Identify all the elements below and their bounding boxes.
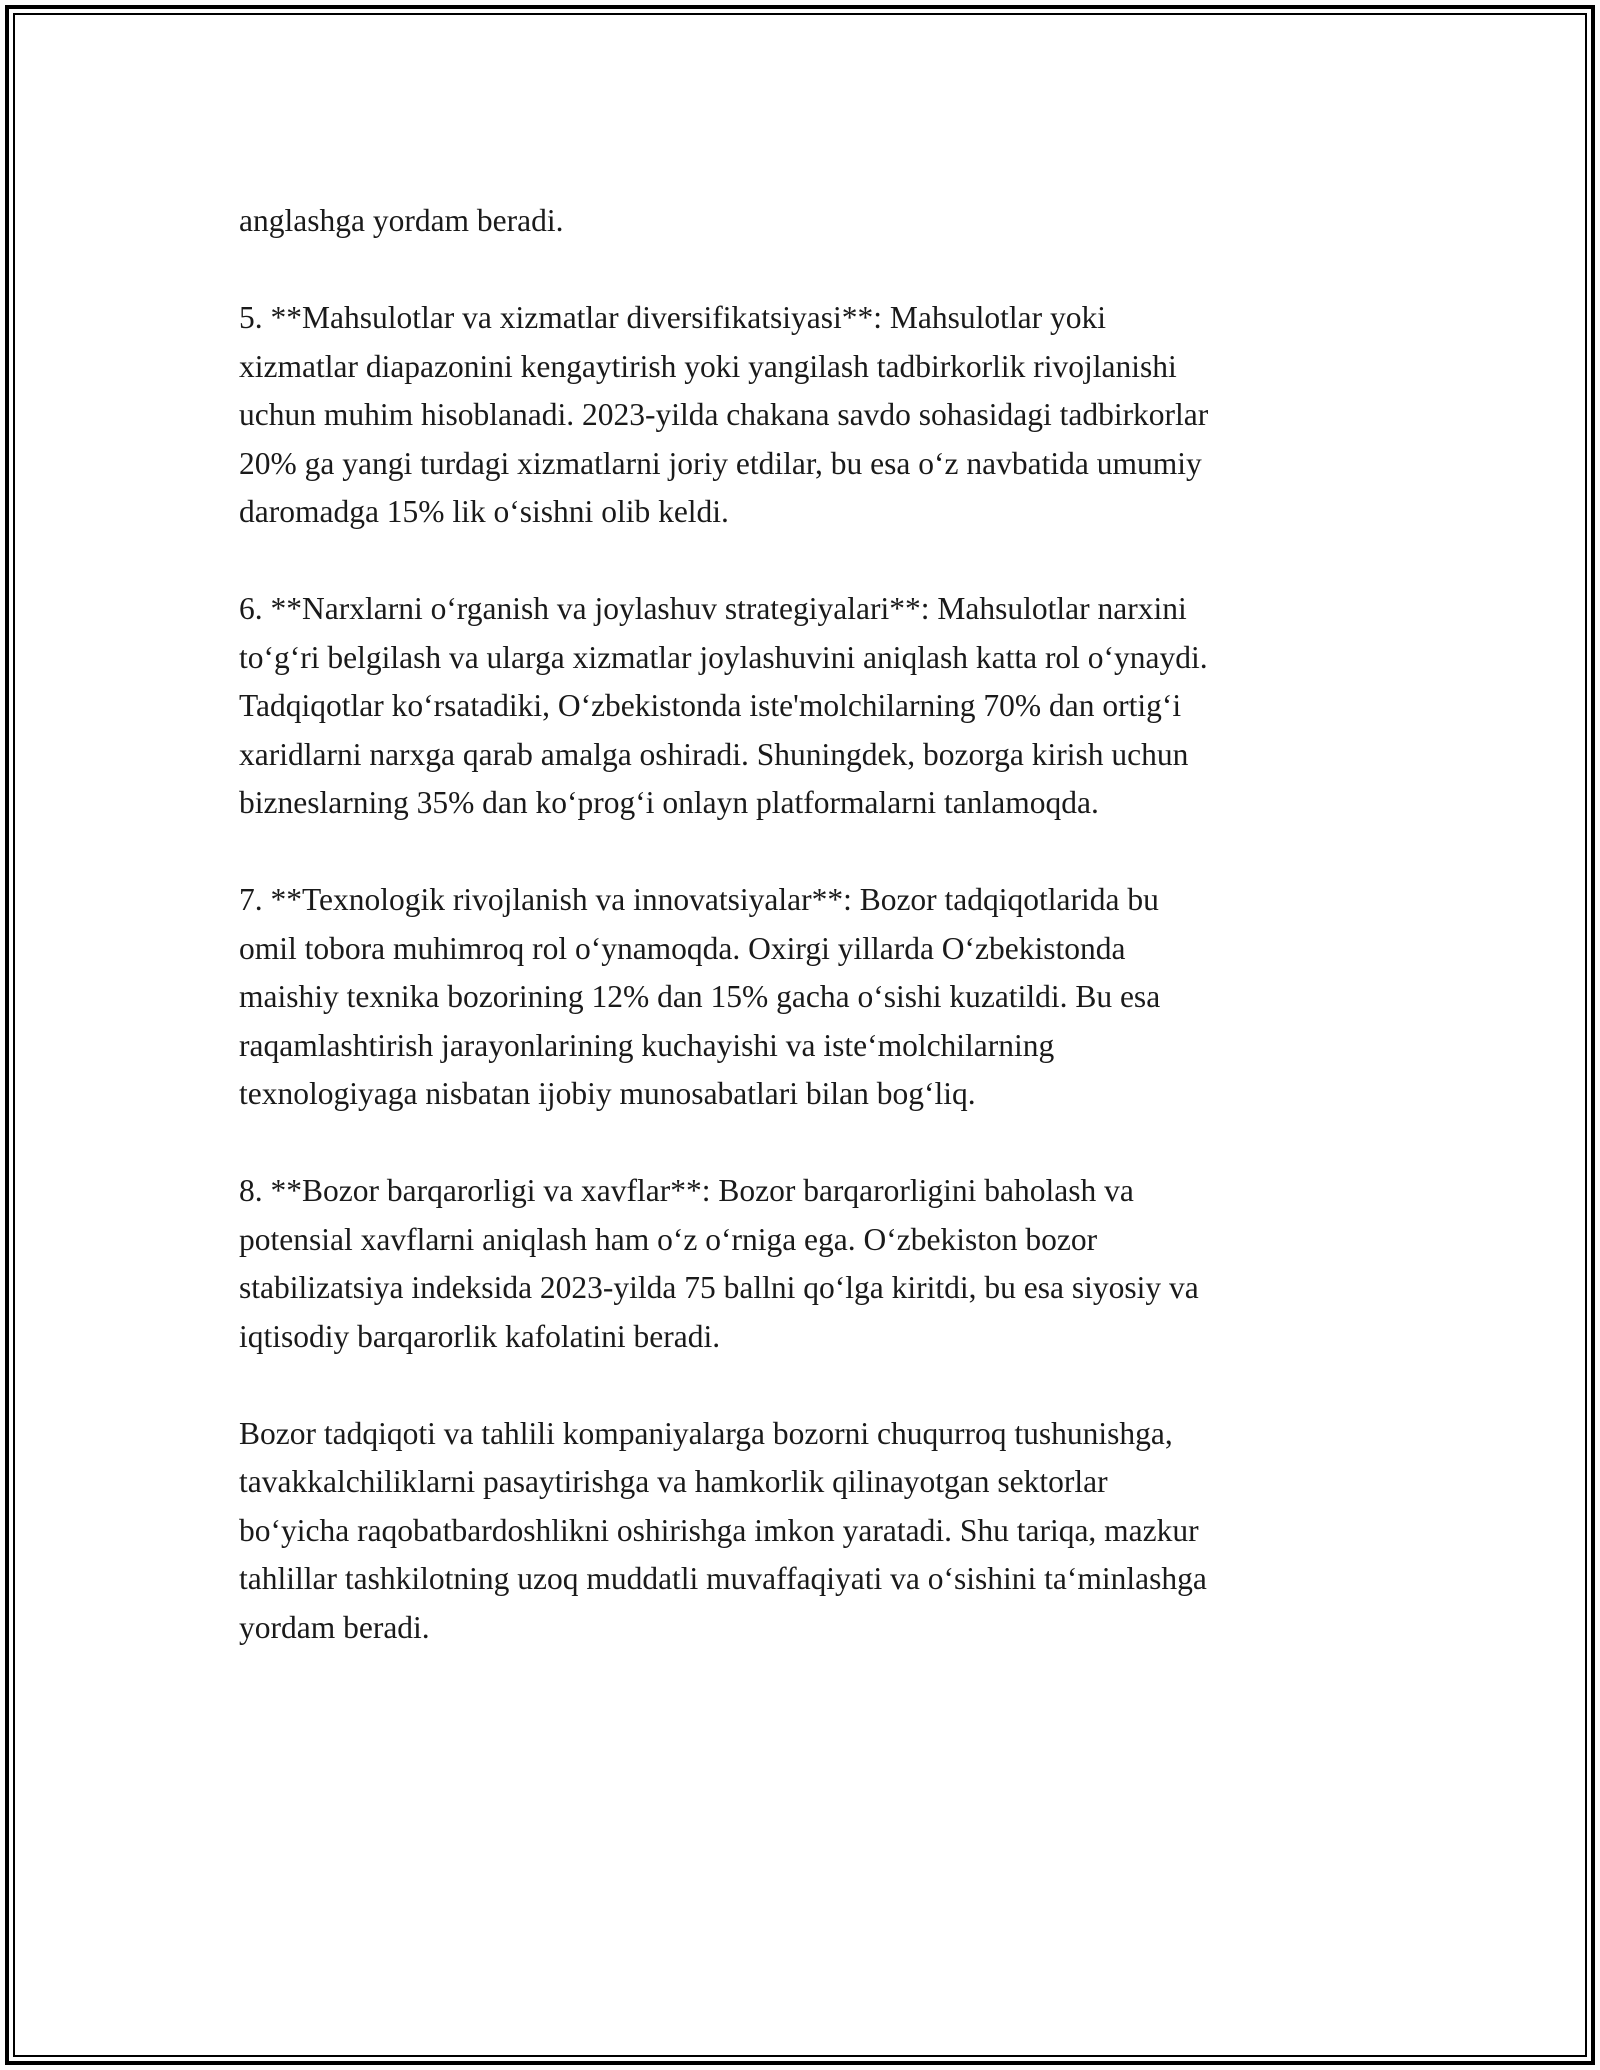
paragraph-item-8: 8. **Bozor barqarorligi va xavflar**: Bozor barqarorligini baholash va potensial xavflarni aniqlash ham o‘z o‘rniga ega. O‘zbekiston bozor stabilizatsiya indeksida 2023-yilda 75 ballni qo‘lga kiritdi, bu esa siyosiy va iqtisodiy barqarorlik kafolatini beradi. — [239, 1173, 1199, 1354]
paragraph-item-5: 5. **Mahsulotlar va xizmatlar diversifikatsiyasi**: Mahsulotlar yoki xizmatlar diapazonini kengaytirish yoki yangilash tadbirkorlik rivojlanishi uchun muhim hisoblanadi. 2023-yilda chakana savdo sohasidagi tadbirkorlar 20% ga yangi turdagi xizmatlarni joriy etdilar, bu esa o‘z navbatida umumiy daromadga 15% lik o‘sishni olib keldi. — [239, 300, 1209, 529]
paragraph-conclusion: Bozor tadqiqoti va tahlili kompaniyalarga bozorni chuqurroq tushunishga, tavakkalchiliklarni pasaytirishga va hamkorlik qilinayotgan sektorlar bo‘yicha raqobatbardoshlikni oshirishga imkon yaratadi. Shu tariqa, mazkur tahlillar tashkilotning uzoq muddatli muvaffaqiyati va o‘sishini ta‘minlashga yordam beradi. — [239, 1415, 1207, 1645]
paragraph-item-7: 7. **Texnologik rivojlanish va innovatsiyalar**: Bozor tadqiqotlarida bu omil tobora muhimroq rol o‘ynamoqda. Oxirgi yillarda O‘zbekistonda maishiy texnika bozorining 12% dan 15% gacha o‘sishi kuzatildi. Bu esa raqamlashtirish jarayonlarining kuchayishi va iste‘molchilarning texnologiyaga nisbatan ijobiy munosabatlari bilan bog‘liq. — [239, 882, 1161, 1111]
paragraph-item-6: 6. **Narxlarni o‘rganish va joylashuv strategiyalari**: Mahsulotlar narxini to‘g‘ri belgilash va ularga xizmatlar joylashuvini aniqlash katta rol o‘ynaydi. Tadqiqotlar ko‘rsatadiki, O‘zbekistonda iste'molchilarning 70% dan ortig‘i xaridlarni narxga qarab amalga oshiradi. Shuningdek, bozorga kirish uchun bizneslarning 35% dan ko‘prog‘i onlayn platformalarni tanlamoqda. — [239, 591, 1208, 820]
page-frame — [5, 5, 1595, 2065]
paragraph-continuation: anglashga yordam beradi. — [239, 203, 564, 238]
page-content — [239, 197, 1399, 1701]
